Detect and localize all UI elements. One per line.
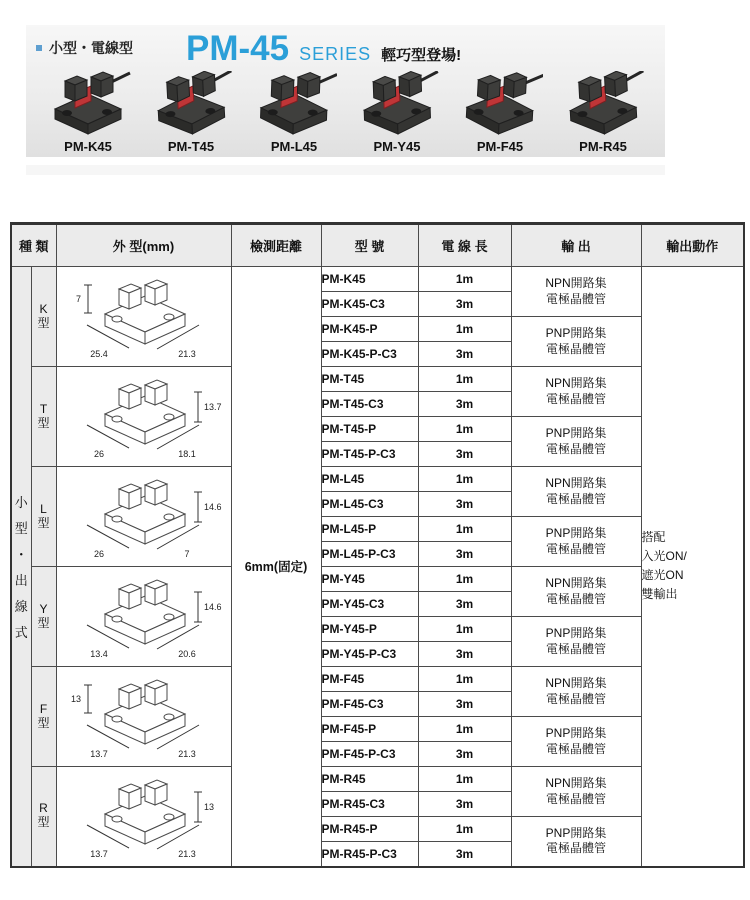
header-outline: 外 型(mm): [56, 224, 231, 267]
model-cell: PM-R45: [321, 767, 418, 792]
model-cell: PM-F45-P: [321, 717, 418, 742]
action-cell: 搭配 入光ON/ 遮光ON 雙輸出: [641, 267, 744, 867]
series-tagline: 輕巧型登場!: [381, 47, 462, 64]
table-row: [11, 667, 744, 692]
output-cell: NPN開路集 電極晶體管: [511, 767, 641, 817]
table-row: [11, 767, 744, 792]
outline-drawing: [57, 368, 230, 465]
svg-text:13: 13: [204, 801, 215, 812]
svg-text:26: 26: [93, 549, 105, 559]
cable-cell: 1m: [418, 667, 511, 692]
model-cell: PM-K45-P: [321, 317, 418, 342]
cable-cell: 3m: [418, 792, 511, 817]
model-cell: PM-T45-C3: [321, 392, 418, 417]
header-distance: 檢測距離: [231, 224, 321, 267]
cable-cell: 1m: [418, 567, 511, 592]
type-cell: [31, 467, 56, 567]
cable-cell: 3m: [418, 592, 511, 617]
svg-text:21.3: 21.3: [178, 349, 196, 359]
product-photo: [143, 61, 239, 154]
spec-table: [10, 222, 745, 868]
product-label: PM-L45: [270, 138, 318, 154]
banner: [26, 25, 665, 157]
header-action: 輸出動作: [641, 224, 744, 267]
product-label: PM-Y45: [373, 138, 421, 154]
output-cell: NPN開路集 電極晶體管: [511, 267, 641, 317]
product-sensor-icon: [148, 71, 234, 139]
table-row: [11, 267, 744, 292]
cable-cell: 3m: [418, 392, 511, 417]
model-cell: PM-Y45-C3: [321, 592, 418, 617]
model-cell: PM-K45: [321, 267, 418, 292]
output-cell: NPN開路集 電極晶體管: [511, 367, 641, 417]
svg-text:13: 13: [70, 694, 81, 704]
outline-cell: [56, 667, 231, 767]
product-label: PM-F45: [476, 138, 524, 154]
model-cell: PM-Y45: [321, 567, 418, 592]
model-cell: PM-R45-P: [321, 817, 418, 842]
cable-cell: 3m: [418, 292, 511, 317]
model-cell: PM-L45: [321, 467, 418, 492]
type-cell: [31, 567, 56, 667]
product-photo: [40, 61, 136, 154]
svg-text:13.7: 13.7: [90, 749, 108, 759]
square-bullet-icon: [36, 45, 42, 51]
svg-text:14.6: 14.6: [204, 602, 222, 612]
cable-cell: 1m: [418, 817, 511, 842]
type-cell: [31, 267, 56, 367]
output-cell: PNP開路集 電極晶體管: [511, 817, 641, 867]
cable-cell: 1m: [418, 717, 511, 742]
cable-cell: 1m: [418, 617, 511, 642]
cable-cell: 1m: [418, 367, 511, 392]
cable-cell: 1m: [418, 767, 511, 792]
product-sensor-icon: [354, 71, 440, 139]
type-cell: [31, 767, 56, 867]
outline-cell: [56, 267, 231, 367]
model-cell: PM-T45-P: [321, 417, 418, 442]
cable-cell: 3m: [418, 742, 511, 767]
product-photo-row: [40, 61, 651, 154]
header-cable: 電 線 長: [418, 224, 511, 267]
product-sensor-icon: [45, 71, 131, 139]
model-cell: PM-L45-C3: [321, 492, 418, 517]
output-cell: PNP開路集 電極晶體管: [511, 417, 641, 467]
product-label: PM-R45: [579, 138, 627, 154]
model-cell: PM-F45: [321, 667, 418, 692]
product-sensor-icon: [457, 71, 543, 139]
model-cell: PM-F45-C3: [321, 692, 418, 717]
cable-cell: 3m: [418, 492, 511, 517]
table-row: [11, 467, 744, 492]
svg-text:26: 26: [93, 449, 105, 459]
cable-cell: 3m: [418, 692, 511, 717]
cable-cell: 3m: [418, 442, 511, 467]
model-cell: PM-L45-P-C3: [321, 542, 418, 567]
distance-cell: 6mm(固定): [231, 267, 321, 867]
output-cell: PNP開路集 電極晶體管: [511, 317, 641, 367]
type-label: R 型: [37, 801, 50, 830]
model-cell: PM-T45-P-C3: [321, 442, 418, 467]
product-photo: [349, 61, 445, 154]
category-label: 小型・電線型: [49, 40, 133, 56]
outline-cell: [56, 567, 231, 667]
cable-cell: 1m: [418, 317, 511, 342]
product-label: PM-T45: [167, 138, 215, 154]
type-label: Y 型: [37, 601, 50, 630]
header-output: 輸 出: [511, 224, 641, 267]
type-label: F 型: [37, 701, 50, 730]
outline-cell: [56, 367, 231, 467]
table-row: [11, 567, 744, 592]
svg-text:21.3: 21.3: [178, 848, 196, 859]
output-cell: PNP開路集 電極晶體管: [511, 617, 641, 667]
header-model: 型 號: [321, 224, 418, 267]
series-title: PM-45: [186, 29, 290, 68]
header-row: [11, 224, 744, 267]
model-cell: PM-K45-P-C3: [321, 342, 418, 367]
type-label: T 型: [37, 401, 50, 430]
product-photo: [555, 61, 651, 154]
header-type: 種 類: [11, 224, 56, 267]
type-label: L 型: [37, 501, 50, 530]
output-cell: PNP開路集 電極晶體管: [511, 717, 641, 767]
svg-text:13.4: 13.4: [90, 649, 108, 659]
svg-text:13.7: 13.7: [204, 402, 222, 412]
svg-text:7: 7: [75, 294, 81, 304]
model-cell: PM-R45-P-C3: [321, 842, 418, 867]
type-label: K 型: [37, 301, 50, 330]
outline-drawing: [57, 468, 230, 565]
svg-text:14.6: 14.6: [204, 502, 222, 512]
svg-text:20.6: 20.6: [178, 649, 196, 659]
model-cell: PM-L45-P: [321, 517, 418, 542]
output-cell: NPN開路集 電極晶體管: [511, 467, 641, 517]
banner-lower-strip: [26, 165, 665, 175]
type-cell: [31, 667, 56, 767]
cable-cell: 3m: [418, 542, 511, 567]
outline-drawing: [57, 668, 230, 765]
category-vertical-cell: [11, 267, 31, 867]
series-word: SERIES: [299, 44, 372, 64]
svg-text:7: 7: [184, 549, 190, 559]
outline-drawing: [57, 568, 230, 665]
model-cell: PM-T45: [321, 367, 418, 392]
product-photo: [452, 61, 548, 154]
cable-cell: 1m: [418, 417, 511, 442]
model-cell: PM-K45-C3: [321, 292, 418, 317]
outline-cell: [56, 467, 231, 567]
type-cell: [31, 367, 56, 467]
svg-text:18.1: 18.1: [178, 449, 196, 459]
cable-cell: 3m: [418, 842, 511, 867]
table-row: [11, 367, 744, 392]
output-cell: PNP開路集 電極晶體管: [511, 517, 641, 567]
svg-text:21.3: 21.3: [178, 749, 196, 759]
cable-cell: 1m: [418, 467, 511, 492]
outline-drawing: [57, 268, 230, 365]
outline-cell: [56, 767, 231, 867]
model-cell: PM-Y45-P: [321, 617, 418, 642]
output-cell: NPN開路集 電極晶體管: [511, 667, 641, 717]
product-sensor-icon: [560, 71, 646, 139]
product-sensor-icon: [251, 71, 337, 139]
cable-cell: 1m: [418, 267, 511, 292]
product-label: PM-K45: [64, 138, 112, 154]
svg-text:25.4: 25.4: [90, 349, 108, 359]
model-cell: PM-Y45-P-C3: [321, 642, 418, 667]
svg-text:13.7: 13.7: [90, 848, 108, 859]
cable-cell: 3m: [418, 642, 511, 667]
category-vertical-label: 小 型 ・ 出 線 式: [14, 494, 28, 640]
output-cell: NPN開路集 電極晶體管: [511, 567, 641, 617]
model-cell: PM-R45-C3: [321, 792, 418, 817]
product-photo: [246, 61, 342, 154]
cable-cell: 3m: [418, 342, 511, 367]
model-cell: PM-F45-P-C3: [321, 742, 418, 767]
outline-drawing: [57, 768, 230, 865]
cable-cell: 1m: [418, 517, 511, 542]
